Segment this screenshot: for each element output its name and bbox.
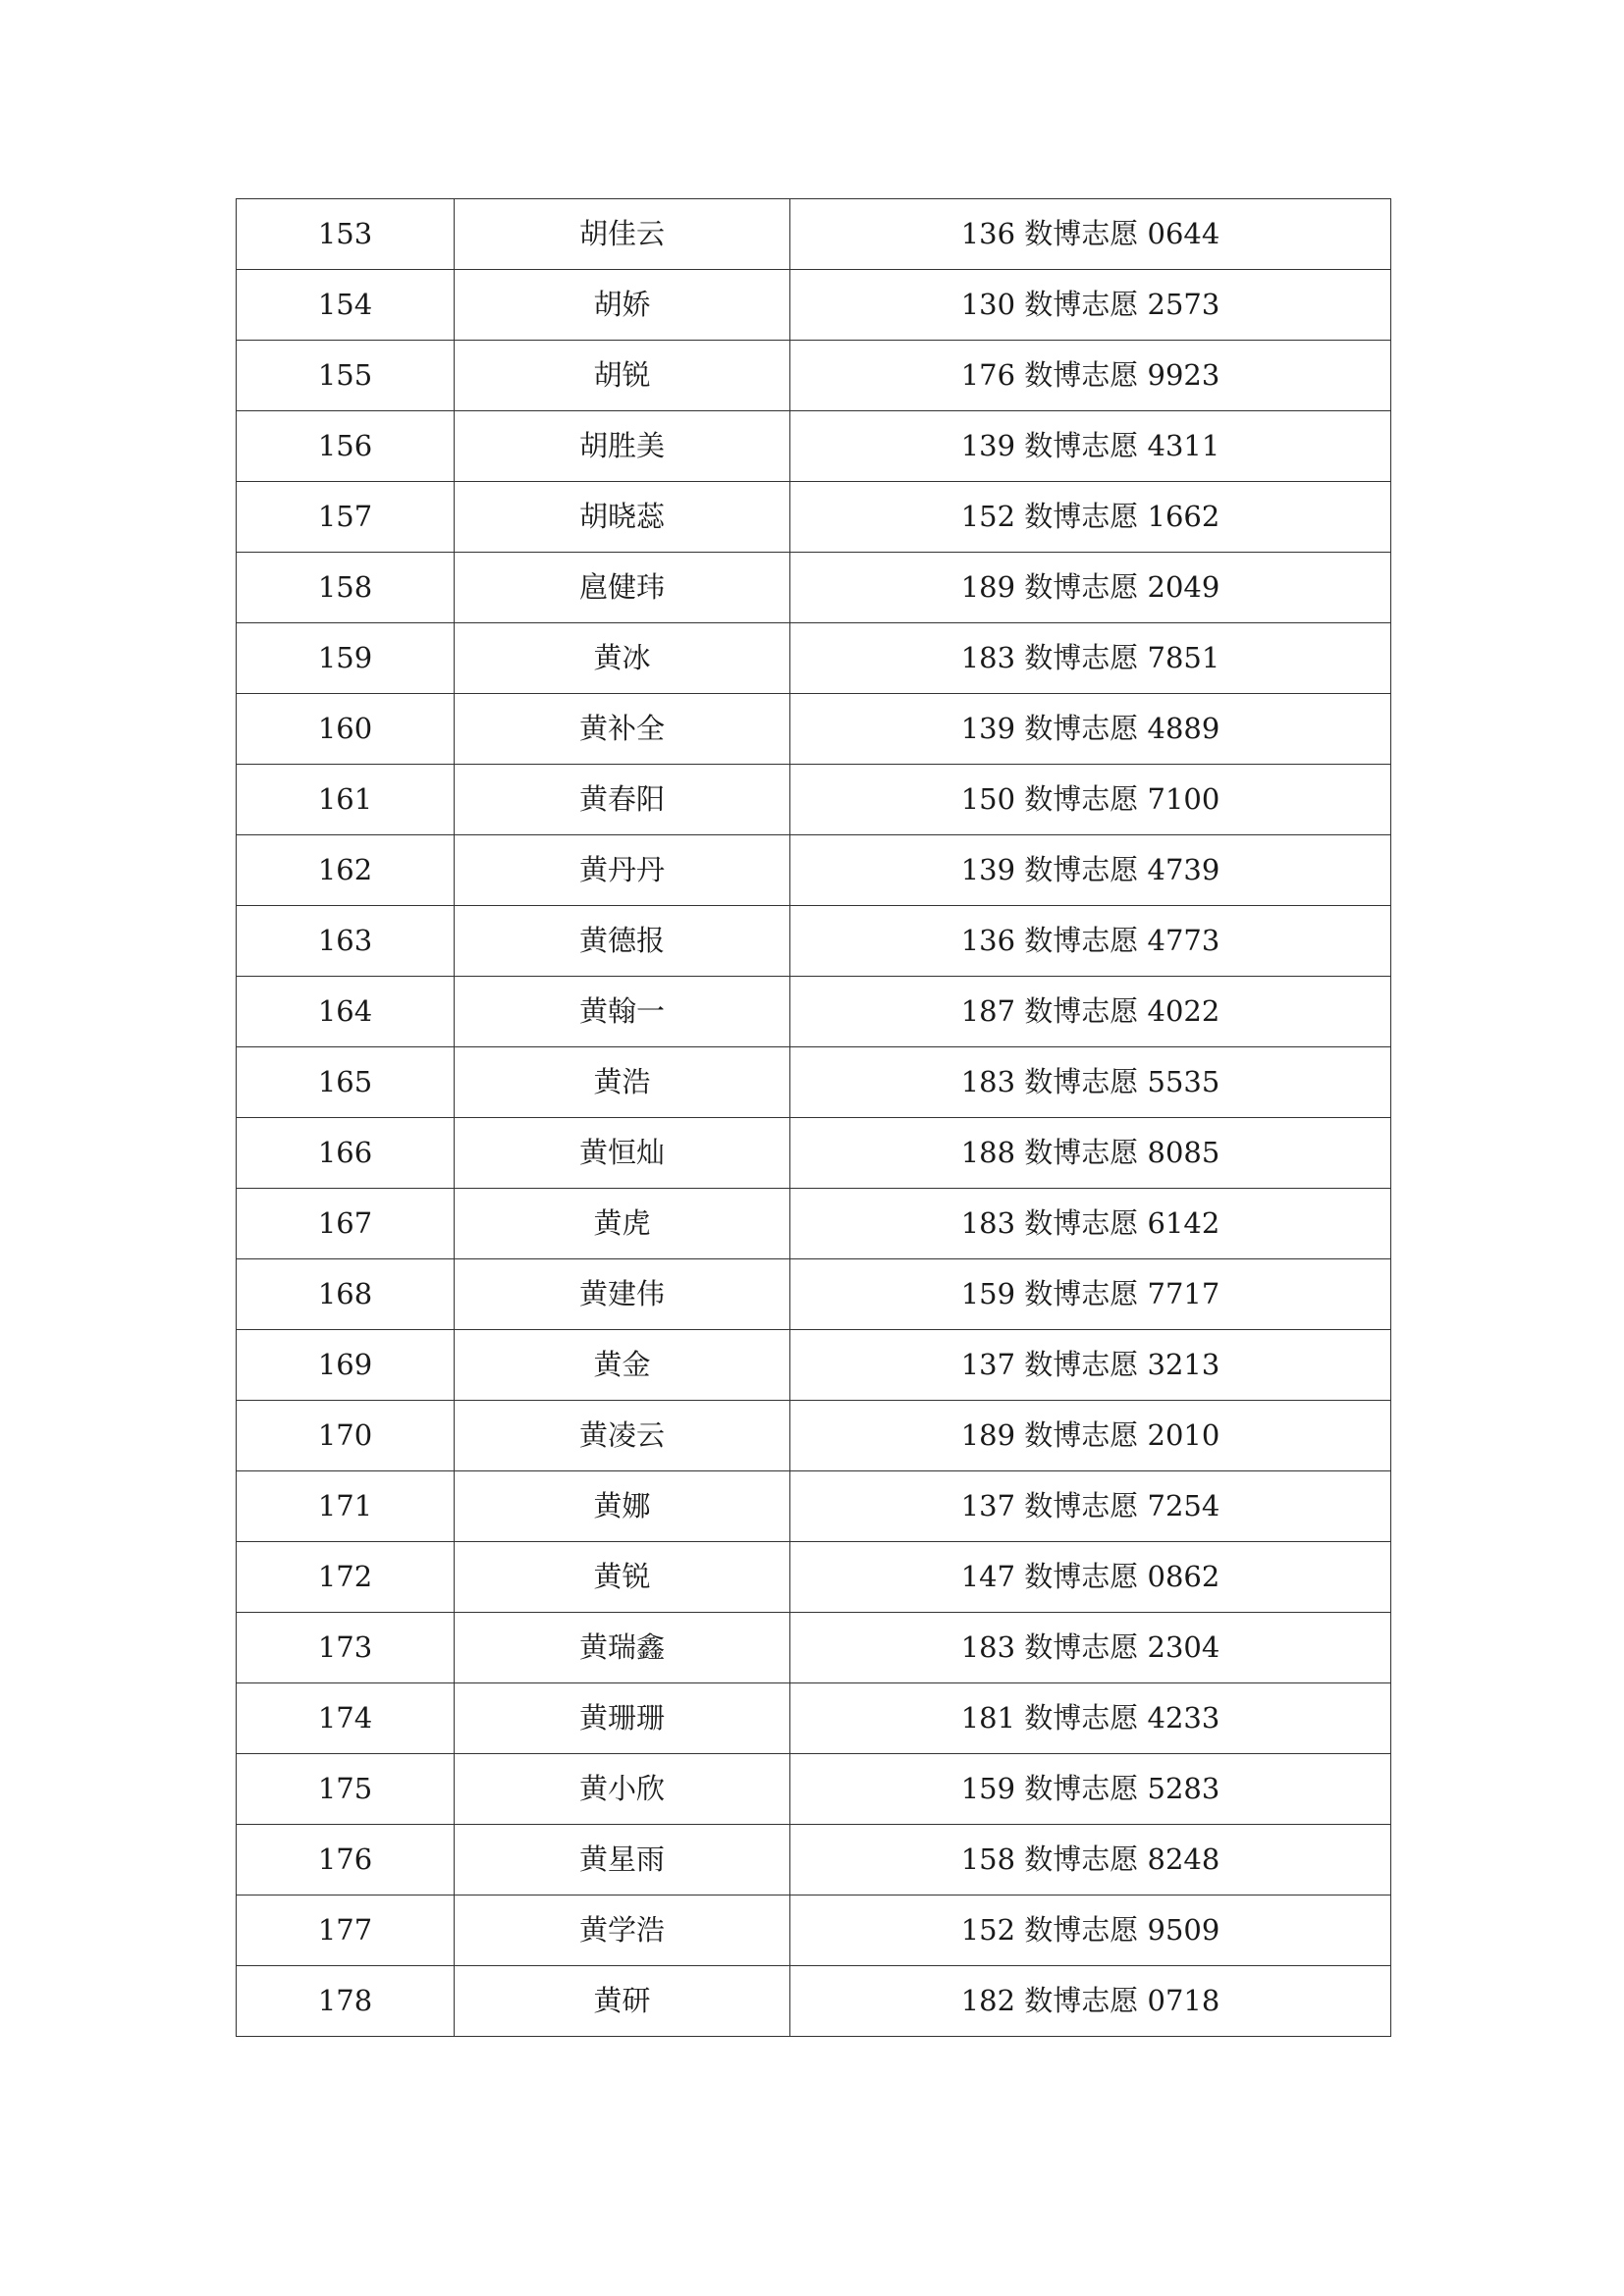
table-row — [237, 977, 1391, 1047]
row-number-cell: 170 — [237, 1401, 455, 1471]
table-row — [237, 1825, 1391, 1896]
table-row — [237, 1613, 1391, 1683]
row-number-cell: 173 — [237, 1613, 455, 1683]
name-cell: 胡佳云 — [455, 199, 790, 270]
table-row — [237, 1966, 1391, 2037]
name-cell: 黄德报 — [455, 906, 790, 977]
name-cell: 扈健玮 — [455, 553, 790, 623]
row-number-cell: 160 — [237, 694, 455, 765]
row-number-cell: 171 — [237, 1471, 455, 1542]
row-number-cell: 165 — [237, 1047, 455, 1118]
table-row — [237, 482, 1391, 553]
row-number-cell: 166 — [237, 1118, 455, 1189]
name-cell: 黄春阳 — [455, 765, 790, 835]
phone-cell: 188 数博志愿 8085 — [790, 1118, 1391, 1189]
name-cell: 黄学浩 — [455, 1896, 790, 1966]
phone-cell: 189 数博志愿 2049 — [790, 553, 1391, 623]
phone-cell: 137 数博志愿 3213 — [790, 1330, 1391, 1401]
table-row — [237, 1047, 1391, 1118]
row-number-cell: 155 — [237, 341, 455, 411]
row-number-cell: 164 — [237, 977, 455, 1047]
phone-cell: 183 数博志愿 2304 — [790, 1613, 1391, 1683]
table-row — [237, 199, 1391, 270]
row-number-cell: 172 — [237, 1542, 455, 1613]
table-row — [237, 1542, 1391, 1613]
phone-cell: 136 数博志愿 0644 — [790, 199, 1391, 270]
phone-cell: 159 数博志愿 5283 — [790, 1754, 1391, 1825]
row-number-cell: 174 — [237, 1683, 455, 1754]
phone-cell: 139 数博志愿 4889 — [790, 694, 1391, 765]
name-cell: 黄小欣 — [455, 1754, 790, 1825]
row-number-cell: 177 — [237, 1896, 455, 1966]
row-number-cell: 169 — [237, 1330, 455, 1401]
phone-cell: 183 数博志愿 6142 — [790, 1189, 1391, 1259]
table-row — [237, 1401, 1391, 1471]
phone-cell: 176 数博志愿 9923 — [790, 341, 1391, 411]
table-row — [237, 1754, 1391, 1825]
name-cell: 黄丹丹 — [455, 835, 790, 906]
row-number-cell: 175 — [237, 1754, 455, 1825]
phone-cell: 152 数博志愿 9509 — [790, 1896, 1391, 1966]
table-row — [237, 1896, 1391, 1966]
table-row — [237, 835, 1391, 906]
row-number-cell: 168 — [237, 1259, 455, 1330]
name-cell: 黄娜 — [455, 1471, 790, 1542]
phone-cell: 136 数博志愿 4773 — [790, 906, 1391, 977]
phone-cell: 150 数博志愿 7100 — [790, 765, 1391, 835]
table-row — [237, 1471, 1391, 1542]
phone-cell: 159 数博志愿 7717 — [790, 1259, 1391, 1330]
name-cell: 黄翰一 — [455, 977, 790, 1047]
phone-cell: 137 数博志愿 7254 — [790, 1471, 1391, 1542]
volunteer-table-body — [237, 199, 1391, 2037]
row-number-cell: 154 — [237, 270, 455, 341]
row-number-cell: 153 — [237, 199, 455, 270]
name-cell: 胡锐 — [455, 341, 790, 411]
name-cell: 胡娇 — [455, 270, 790, 341]
row-number-cell: 162 — [237, 835, 455, 906]
table-row — [237, 623, 1391, 694]
row-number-cell: 167 — [237, 1189, 455, 1259]
volunteer-table — [236, 198, 1391, 2037]
table-row — [237, 1118, 1391, 1189]
name-cell: 胡胜美 — [455, 411, 790, 482]
name-cell: 黄建伟 — [455, 1259, 790, 1330]
table-row — [237, 411, 1391, 482]
table-row — [237, 1189, 1391, 1259]
name-cell: 黄凌云 — [455, 1401, 790, 1471]
name-cell: 黄锐 — [455, 1542, 790, 1613]
phone-cell: 187 数博志愿 4022 — [790, 977, 1391, 1047]
row-number-cell: 158 — [237, 553, 455, 623]
row-number-cell: 156 — [237, 411, 455, 482]
row-number-cell: 163 — [237, 906, 455, 977]
table-row — [237, 1330, 1391, 1401]
name-cell: 黄瑞鑫 — [455, 1613, 790, 1683]
name-cell: 黄浩 — [455, 1047, 790, 1118]
name-cell: 黄补全 — [455, 694, 790, 765]
table-row — [237, 1683, 1391, 1754]
name-cell: 黄虎 — [455, 1189, 790, 1259]
phone-cell: 189 数博志愿 2010 — [790, 1401, 1391, 1471]
name-cell: 黄恒灿 — [455, 1118, 790, 1189]
row-number-cell: 159 — [237, 623, 455, 694]
table-row — [237, 341, 1391, 411]
phone-cell: 130 数博志愿 2573 — [790, 270, 1391, 341]
name-cell: 黄研 — [455, 1966, 790, 2037]
phone-cell: 139 数博志愿 4739 — [790, 835, 1391, 906]
name-cell: 胡晓蕊 — [455, 482, 790, 553]
table-row — [237, 694, 1391, 765]
name-cell: 黄珊珊 — [455, 1683, 790, 1754]
table-row — [237, 553, 1391, 623]
row-number-cell: 157 — [237, 482, 455, 553]
name-cell: 黄金 — [455, 1330, 790, 1401]
phone-cell: 183 数博志愿 7851 — [790, 623, 1391, 694]
table-row — [237, 270, 1391, 341]
phone-cell: 182 数博志愿 0718 — [790, 1966, 1391, 2037]
phone-cell: 183 数博志愿 5535 — [790, 1047, 1391, 1118]
row-number-cell: 178 — [237, 1966, 455, 2037]
table-row — [237, 906, 1391, 977]
name-cell: 黄冰 — [455, 623, 790, 694]
phone-cell: 152 数博志愿 1662 — [790, 482, 1391, 553]
phone-cell: 181 数博志愿 4233 — [790, 1683, 1391, 1754]
phone-cell: 139 数博志愿 4311 — [790, 411, 1391, 482]
row-number-cell: 161 — [237, 765, 455, 835]
phone-cell: 158 数博志愿 8248 — [790, 1825, 1391, 1896]
name-cell: 黄星雨 — [455, 1825, 790, 1896]
phone-cell: 147 数博志愿 0862 — [790, 1542, 1391, 1613]
table-row — [237, 1259, 1391, 1330]
table-row — [237, 765, 1391, 835]
row-number-cell: 176 — [237, 1825, 455, 1896]
